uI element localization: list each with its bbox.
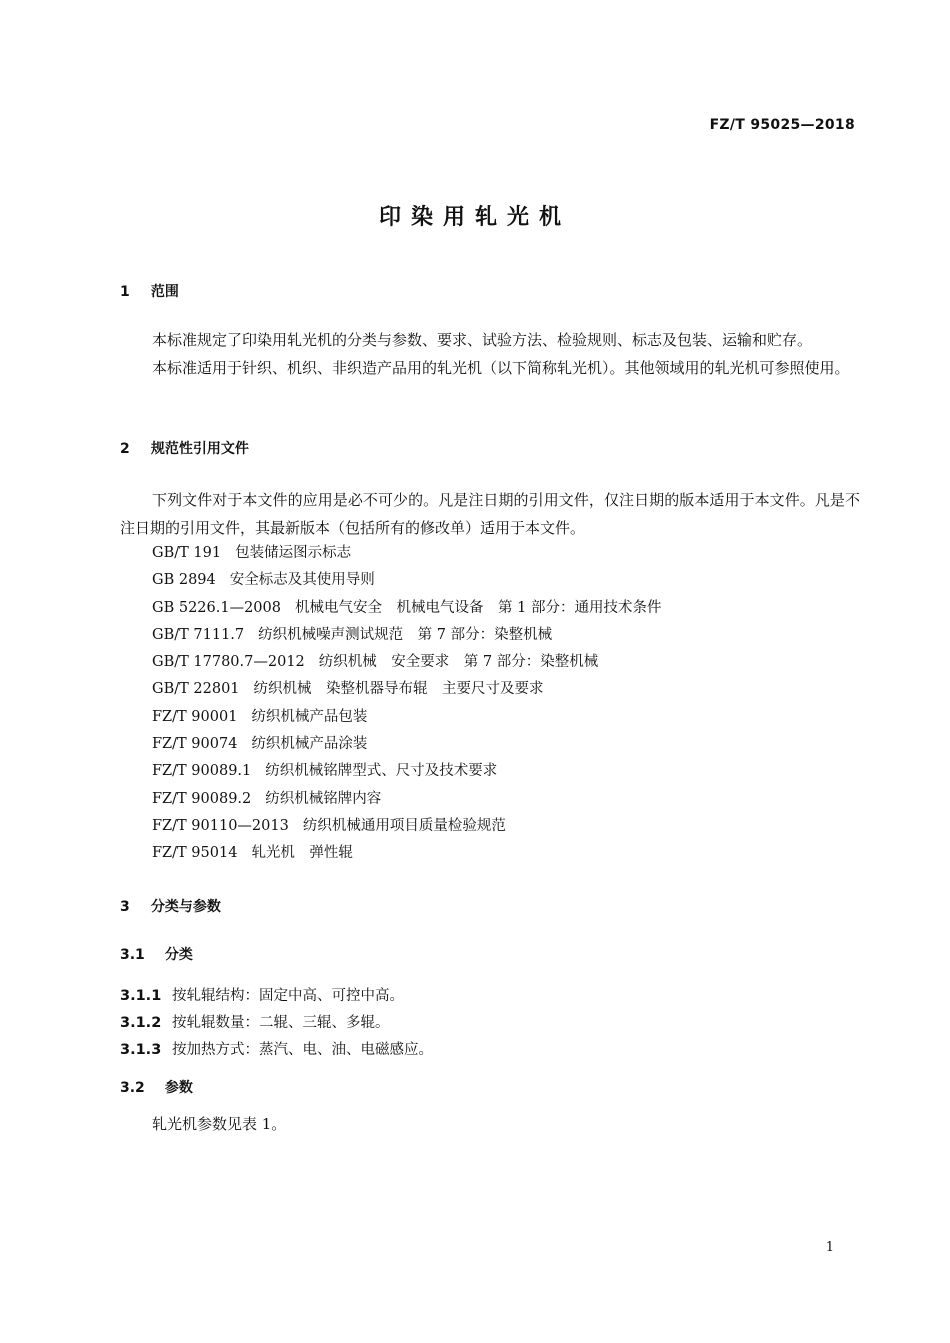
reference-item — [152, 813, 661, 840]
reference-code: FZ/T 90110—2013 — [152, 817, 289, 834]
subsection-3-1-heading — [120, 944, 193, 964]
reference-name: 纺织机械铭牌型式、尺寸及技术要求 — [265, 763, 498, 780]
reference-name: 纺织机械产品包装 — [251, 708, 368, 725]
subsection-number: 3.2 — [120, 1080, 145, 1096]
section-title: 分类与参数 — [150, 899, 221, 915]
reference-name: 纺织机械 安全要求 第 7 部分：染整机械 — [318, 654, 599, 671]
section-1-heading — [120, 281, 179, 301]
section-number: 3 — [120, 899, 130, 915]
reference-code: GB/T 7111.7 — [152, 626, 245, 643]
reference-item — [152, 731, 661, 758]
section-3-heading — [120, 896, 221, 916]
reference-item — [152, 758, 661, 785]
reference-name: 机械电气安全 机械电气设备 第 1 部分：通用技术条件 — [295, 599, 662, 616]
reference-item — [152, 567, 661, 594]
page-number: 1 — [825, 1240, 834, 1255]
reference-code: GB/T 22801 — [152, 681, 240, 698]
clause-number: 3.1.3 — [120, 1042, 162, 1058]
scope-paragraph-1: 本标准规定了印染用轧光机的分类与参数、要求、试验方法、检验规则、标志及包装、运输和贮存。 — [152, 331, 813, 349]
reference-code: FZ/T 90089.1 — [152, 763, 252, 780]
reference-code: GB 5226.1—2008 — [152, 599, 281, 616]
reference-code: GB 2894 — [152, 572, 216, 589]
section-number: 1 — [120, 284, 130, 300]
clause-text: 按轧辊数量：二辊、三辊、多辊。 — [172, 1015, 390, 1031]
parameters-paragraph: 轧光机参数见表 1。 — [152, 1115, 287, 1133]
reference-item — [152, 595, 661, 622]
reference-name: 包装储运图示标志 — [235, 545, 352, 561]
clause-text: 按轧辊结构：固定中高、可控中高。 — [172, 988, 404, 1004]
clause-number: 3.1.1 — [120, 988, 162, 1004]
reference-name: 轧光机 弹性辊 — [251, 845, 353, 862]
clause-item — [120, 984, 404, 1005]
normative-intro: 下列文件对于本文件的应用是必不可少的。凡是注日期的引用文件，仅注日期的版本适用于本文件。凡是不注日期的引用文件，其最新版本（包括所有的修改单）适用于本文件。 — [120, 491, 860, 537]
reference-code: FZ/T 90089.2 — [152, 790, 252, 807]
clause-number: 3.1.2 — [120, 1015, 162, 1031]
reference-name: 纺织机械噪声测试规范 第 7 部分：染整机械 — [258, 626, 553, 643]
section-title: 规范性引用文件 — [150, 441, 249, 457]
reference-name: 纺织机械通用项目质量检验规范 — [302, 817, 506, 834]
clause-item — [120, 1011, 390, 1032]
section-2-heading — [120, 438, 249, 458]
document-title: 印染用轧光机 — [378, 205, 571, 230]
subsection-number: 3.1 — [120, 947, 145, 963]
clause-item — [120, 1038, 433, 1059]
reference-list — [152, 540, 661, 868]
reference-item — [152, 786, 661, 813]
reference-name: 纺织机械产品涂装 — [251, 736, 368, 753]
reference-item — [152, 540, 661, 567]
reference-code: GB/T 191 — [152, 545, 222, 561]
reference-code: GB/T 17780.7—2012 — [152, 654, 305, 671]
standard-code: FZ/T 95025—2018 — [709, 117, 855, 133]
reference-code: FZ/T 90074 — [152, 736, 238, 753]
clause-text: 按加热方式：蒸汽、电、油、电磁感应。 — [172, 1042, 433, 1058]
reference-item — [152, 676, 661, 703]
reference-name: 纺织机械铭牌内容 — [265, 790, 382, 807]
reference-item — [152, 704, 661, 731]
section-number: 2 — [120, 441, 130, 457]
reference-item — [152, 622, 661, 649]
reference-code: FZ/T 90001 — [152, 708, 238, 725]
section-title: 范围 — [150, 284, 179, 300]
reference-item — [152, 649, 661, 676]
reference-code: FZ/T 95014 — [152, 845, 238, 862]
subsection-title: 分类 — [164, 947, 193, 963]
scope-paragraph-2: 本标准适用于针织、机织、非织造产品用的轧光机（以下简称轧光机）。其他领域用的轧光机可参照使用。 — [152, 359, 850, 377]
reference-name: 纺织机械 染整机器导布辊 主要尺寸及要求 — [253, 681, 544, 698]
reference-name: 安全标志及其使用导则 — [229, 572, 375, 589]
subsection-title: 参数 — [164, 1080, 193, 1096]
reference-item — [152, 840, 661, 867]
subsection-3-2-heading — [120, 1077, 193, 1097]
